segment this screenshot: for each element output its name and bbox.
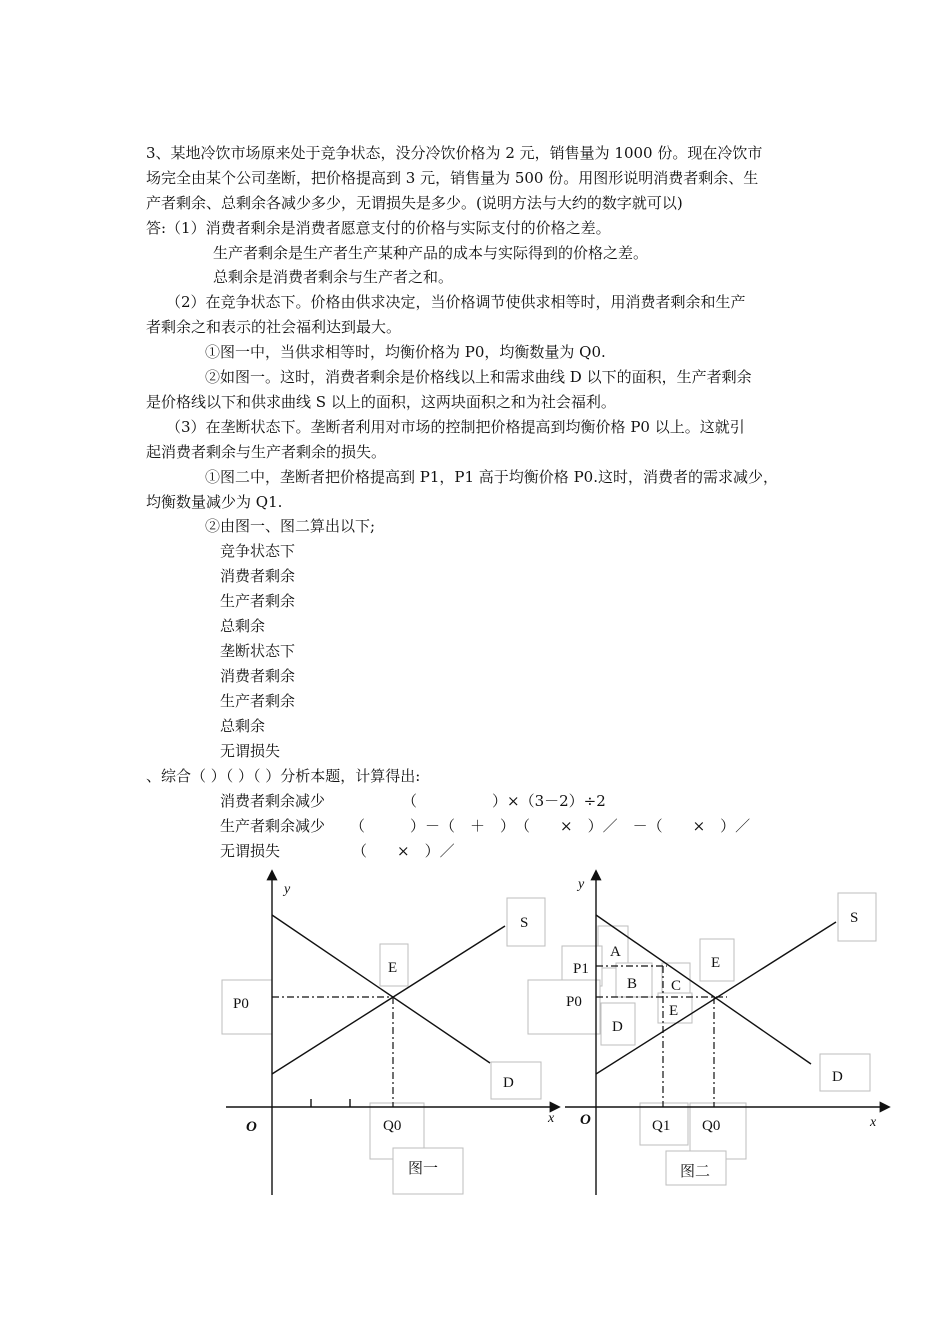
demand-label-box	[820, 1054, 870, 1091]
question-line-2: 场完全由某个公司垄断，把价格提高到 3 元，销售量为 500 份。用图形说明消费者剩余、生	[146, 169, 759, 187]
answer-line: 是价格线以下和供求曲线 S 以上的面积，这两块面积之和为社会福利。	[146, 393, 616, 411]
demand-label: D	[503, 1075, 514, 1091]
demand-label: D	[832, 1069, 843, 1085]
monopoly-quantity-label: Q1	[652, 1118, 671, 1134]
price-label: P0	[566, 994, 582, 1010]
formula-deadweight-expr: （ × ）／	[352, 842, 455, 860]
price-label: P0	[233, 996, 249, 1012]
formula-consumer-expr: （ ）×（3－2）÷2	[402, 792, 606, 810]
answer-line: ②如图一。这时，消费者剩余是价格线以上和需求曲线 D 以下的面积，生产者剩余	[205, 368, 752, 386]
answer-line: 竞争状态下	[220, 542, 296, 560]
answer-line: 总剩余	[220, 617, 266, 635]
demand-label-box	[491, 1062, 541, 1099]
x-axis-label: x	[548, 1111, 555, 1126]
origin-label: O	[580, 1112, 591, 1128]
answer-line: 消费者剩余	[220, 567, 296, 585]
question-line-3: 产者剩余、总剩余各减少多少，无谓损失是多少。(说明方法与大约的数字就可以)	[146, 194, 683, 212]
figure-two	[528, 872, 888, 1195]
answer-line: 无谓损失	[220, 742, 281, 760]
origin-label: O	[246, 1119, 257, 1135]
answer-line: 起消费者剩余与生产者剩余的损失。	[146, 443, 387, 461]
p0-label-box	[528, 980, 600, 1034]
equilibrium-label: E	[388, 960, 398, 976]
answer-line: （2）在竞争状态下。价格由供求决定，当价格调节使供求相等时，用消费者剩余和生产	[166, 293, 746, 311]
answer-line: ①图一中，当供求相等时，均衡价格为 P0，均衡数量为 Q0.	[205, 343, 606, 361]
formula-producer-expr: （ ）－（ ＋ ） （ × ）／ －（ × ）／	[350, 817, 751, 835]
answer-line: （3）在垄断状态下。垄断者利用对市场的控制把价格提高到均衡价格 P0 以上。这就引	[166, 418, 745, 436]
figure-caption: 图一	[408, 1161, 439, 1177]
answer-line: 生产者剩余是生产者生产某种产品的成本与实际得到的价格之差。	[213, 244, 649, 262]
answer-line: 均衡数量减少为 Q1.	[146, 493, 283, 511]
supply-label: S	[850, 910, 859, 926]
y-axis-label: y	[284, 882, 291, 897]
answer-line: 答:（1）消费者剩余是消费者愿意支付的价格与实际支付的价格之差。	[146, 219, 611, 237]
area-e-label: E	[669, 1003, 679, 1019]
answer-line: 者剩余之和表示的社会福利达到最大。	[146, 318, 402, 336]
question-line-1: 3、某地冷饮市场原来处于竞争状态，没分冷饮价格为 2 元，销售量为 1000 份。现在冷饮市	[146, 144, 763, 162]
answer-line: 、综合（ ）（ ）（ ）分析本题，计算得出:	[146, 767, 421, 785]
formula-producer-label: 生产者剩余减少	[220, 817, 326, 835]
answer-line: 总剩余是消费者剩余与生产者之和。	[213, 268, 454, 286]
area-a-label: A	[610, 944, 621, 960]
answer-line: 总剩余	[220, 717, 266, 735]
figure-one	[222, 872, 558, 1195]
answer-line: 消费者剩余	[220, 667, 296, 685]
demand-curve	[272, 915, 490, 1063]
quantity-label: Q0	[702, 1118, 721, 1134]
y-axis-label: y	[578, 877, 585, 892]
figure-caption: 图二	[680, 1164, 711, 1180]
answer-line: 生产者剩余	[220, 692, 296, 710]
area-d-label: D	[612, 1019, 623, 1035]
formula-consumer-label: 消费者剩余减少	[220, 792, 326, 810]
answer-line: 生产者剩余	[220, 592, 296, 610]
quantity-label: Q0	[383, 1118, 402, 1134]
x-axis-label: x	[870, 1115, 877, 1130]
monopoly-price-label: P1	[573, 961, 589, 977]
answer-line: 垄断状态下	[220, 642, 296, 660]
area-c-label: C	[671, 978, 682, 994]
area-b-label: B	[627, 976, 638, 992]
answer-line: ②由图一、图二算出以下;	[205, 517, 376, 535]
equilibrium-label: E	[711, 955, 721, 971]
formula-deadweight-label: 无谓损失	[220, 842, 281, 860]
supply-label: S	[520, 915, 529, 931]
answer-line: ①图二中，垄断者把价格提高到 P1，P1 高于均衡价格 P0.这时，消费者的需求减少，	[205, 468, 778, 486]
